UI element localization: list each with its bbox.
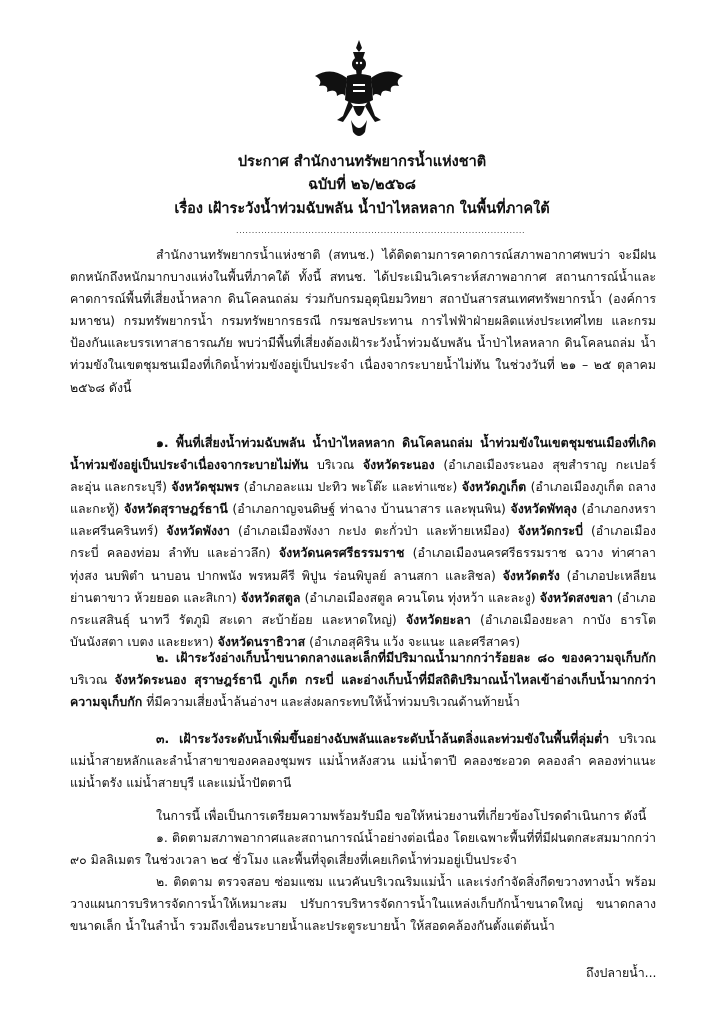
- item-2-paragraph: [70, 647, 656, 713]
- item-3-heading: ๓. เฝ้าระวังระดับน้ำเพิ่มขึ้นอย่างฉับพลันและระดับน้ำล้นตลิ่งและท่วมขังในพื้นที่ลุ่มต่ำ: [156, 731, 610, 746]
- garuda-emblem-icon: [309, 36, 409, 144]
- province-name: จังหวัดกระบี่: [517, 523, 583, 539]
- province-name: จังหวัดนครศรีธรรมราช: [278, 545, 405, 561]
- province-name: จังหวัดยะลา: [405, 611, 471, 627]
- province-name: จังหวัดพังงา: [166, 523, 231, 539]
- item-2-reservoir-note: และอ่างเก็บน้ำที่มีสถิติปริมาณน้ำไหลเข้าอ่างเก็บน้ำมากกว่าความจุเก็บกัก: [70, 672, 656, 710]
- province-districts: (อำเภอเมืองระนอง สุขสำราญ กะเปอร์ ละอุ่น และกระบุรี): [70, 457, 656, 495]
- province-name: จังหวัดระนอง: [362, 457, 435, 473]
- item-1-paragraph: [70, 432, 656, 653]
- announcement-subject: เรื่อง เฝ้าระวังน้ำท่วมฉับพลัน น้ำป่าไหลหลาก ในพื้นที่ภาคใต้: [174, 201, 550, 217]
- item-3-text: บริเวณแม่น้ำสายหลักและลำน้ำสาขาของคลองชุมพร แม่น้ำหลังสวน แม่น้ำตาปี คลองชะอวด คลองลำ คลองท่าแนะ แม่น้ำตรัง แม่น้ำสายบุรี และแม่น้ำปัตตานี: [70, 731, 656, 791]
- province-name: จังหวัดสุราษฎร์ธานี: [124, 501, 228, 517]
- province-name: จังหวัดพัทลุง: [510, 501, 577, 517]
- province-districts: (อำเภอกระแสสินธุ์ นาทวี รัตภูมิ สะเดา สะบ้าย้อย และหาดใหญ่): [70, 589, 656, 627]
- announcement-title: ประกาศ สำนักงานทรัพยากรน้ำแห่งชาติ: [237, 154, 487, 170]
- item-3-paragraph: [70, 728, 656, 794]
- item-2-provinces: จังหวัดระนอง สุราษฎร์ธานี ภูเก็ต กระบี่: [114, 672, 334, 688]
- province-districts: (อำเภอกาญจนดิษฐ์ ท่าฉาง บ้านนาสาร และพุนพิน): [232, 501, 506, 517]
- continuation-note: ถึงปลายน้ำ...: [586, 965, 657, 980]
- item-2-heading: ๒. เฝ้าระวังอ่างเก็บน้ำขนาดกลางและเล็กที่มีปริมาณน้ำมากกว่าร้อยละ ๘๐ ของความจุเก็บกัก: [156, 650, 656, 665]
- province-name: จังหวัดภูเก็ต: [461, 479, 527, 495]
- province-districts: (อำเภอเมืองนครศรีธรรมราช ฉวาง ท่าศาลา ทุ่งสง นบพิตำ นาบอน ปากพนัง พรหมคีรี พิปูน ร่อนพิบูลย์ ลานสกา และสิชล): [70, 545, 656, 583]
- item-1-province-list: [70, 457, 656, 649]
- province-districts: (อำเภอเมืองกระบี่ คลองท่อม ลำทับ และอ่าวลึก): [70, 523, 656, 561]
- province-name: จังหวัดสงขลา: [539, 589, 613, 605]
- instructions-intro: ในการนี้ เพื่อเป็นการเตรียมความพร้อมรับมือ ขอให้หน่วยงานที่เกี่ยวข้องโปรดดำเนินการ ดังนี้: [156, 808, 647, 823]
- item-1-heading: ๑. พื้นที่เสี่ยงน้ำท่วมฉับพลัน น้ำป่าไหลหลาก ดินโคลนถล่ม น้ำท่วมขังในเขตชุมชนเมืองที่เกิดน้ำท่วมขังอยู่เป็นประจำเนื่องจากระบายไม่ทัน: [70, 435, 656, 473]
- item-2-lead: บริเวณ: [70, 672, 108, 688]
- province-name: จังหวัดตรัง: [502, 567, 560, 583]
- province-districts: (อำเภอละแม ปะทิว พะโต๊ะ และท่าแซะ): [243, 479, 458, 495]
- province-districts: (อำเภอปะเหลียน ย่านตาขาว ห้วยยอด และสิเกา): [70, 567, 656, 605]
- province-name: จังหวัดสตูล: [240, 589, 301, 605]
- item-1-lead: บริเวณ: [316, 457, 355, 473]
- province-districts: (อำเภอกงหรา และศรีนครินทร์): [70, 501, 656, 539]
- instruction-step-2: ๒. ติดตาม ตรวจสอบ ซ่อมแซม แนวคันบริเวณริมแม่น้ำ และเร่งกำจัดสิ่งกีดขวางทางน้ำ พร้อมวางแผนการบริหารจัดการน้ำให้เหมาะสม ปรับการบริหารจัดการน้ำในแหล่งเก็บกักน้ำขนาดใหญ่ ขนาดกลาง ขนาดเล็ก น้ำในลำน้ำ รวมถึงเขื่อนระบายน้ำและประตูระบายน้ำ ให้สอดคล้องกันตั้งแต่ต้นน้ำ: [70, 874, 656, 934]
- province-districts: (อำเภอเมืองภูเก็ต ถลาง และกะทู้): [70, 479, 656, 517]
- intro-paragraph: สำนักงานทรัพยากรน้ำแห่งชาติ (สทนช.) ได้ติดตามการคาดการณ์สภาพอากาศพบว่า จะมีฝนตกหนักถึงหนักมากบางแห่งในพื้นที่ภาคใต้ ทั้งนี้ สทนช. ได้ประเมินวิเคราะห์สภาพอากาศ สถานการณ์น้ำและคาดการณ์พื้นที่เสี่ยงน้ำหลาก ดินโคลนถล่ม ร่วมกับกรมอุตุนิยมวิทยา สถาบันสารสนเทศทรัพยากรน้ำ (องค์การมหาชน) กรมทรัพยากรน้ำ กรมทรัพยากรธรณี กรมชลประทาน การไฟฟ้าฝ่ายผลิตแห่งประเทศไทย และกรมป้องกันและบรรเทาสาธารณภัย พบว่ามีพื้นที่เสี่ยงต้องเฝ้าระวังน้ำท่วมฉับพลัน น้ำป่าไหลหลาก ดินโคลนถล่ม น้ำท่วมขังในเขตชุมชนเมืองที่เกิดน้ำท่วมขังอยู่เป็นประจำ เนื่องจากระบายน้ำไม่ทัน ในช่วงวันที่ ๒๑ – ๒๕ ตุลาคม ๒๕๖๘ ดังนี้: [70, 247, 656, 395]
- province-name: จังหวัดนราธิวาส: [217, 633, 306, 649]
- announcement-number: ฉบับที่ ๒๖/๒๕๖๘: [308, 177, 416, 193]
- province-districts: (อำเภอสุคิริน แว้ง จะแนะ และศรีสาคร): [309, 633, 521, 649]
- province-districts: (อำเภอเมืองพังงา กะปง ตะกั่วป่า และท้ายเหมือง): [238, 523, 510, 539]
- province-districts: (อำเภอเมืองยะลา กาบัง ธารโต บันนังสตา เบตง และยะหา): [70, 611, 656, 649]
- instruction-step-1: ๑. ติดตามสภาพอากาศและสถานการณ์น้ำอย่างต่อเนื่อง โดยเฉพาะพื้นที่ที่มีฝนตกสะสมมากกว่า ๙๐ มิลลิเมตร ในช่วงเวลา ๒๔ ชั่วโมง และพื้นที่จุดเสี่ยงที่เคยเกิดน้ำท่วมอยู่เป็นประจำ: [70, 830, 656, 868]
- item-2-tail: ที่มีความเสี่ยงน้ำล้นอ่างฯ และส่งผลกระทบให้น้ำท่วมบริเวณด้านท้ายน้ำ: [146, 694, 520, 710]
- province-name: จังหวัดชุมพร: [171, 479, 240, 495]
- province-districts: (อำเภอเมืองสตูล ควนโดน ทุ่งหว้า และละงู): [304, 589, 536, 605]
- header-separator: ............................................................................................: [236, 226, 526, 235]
